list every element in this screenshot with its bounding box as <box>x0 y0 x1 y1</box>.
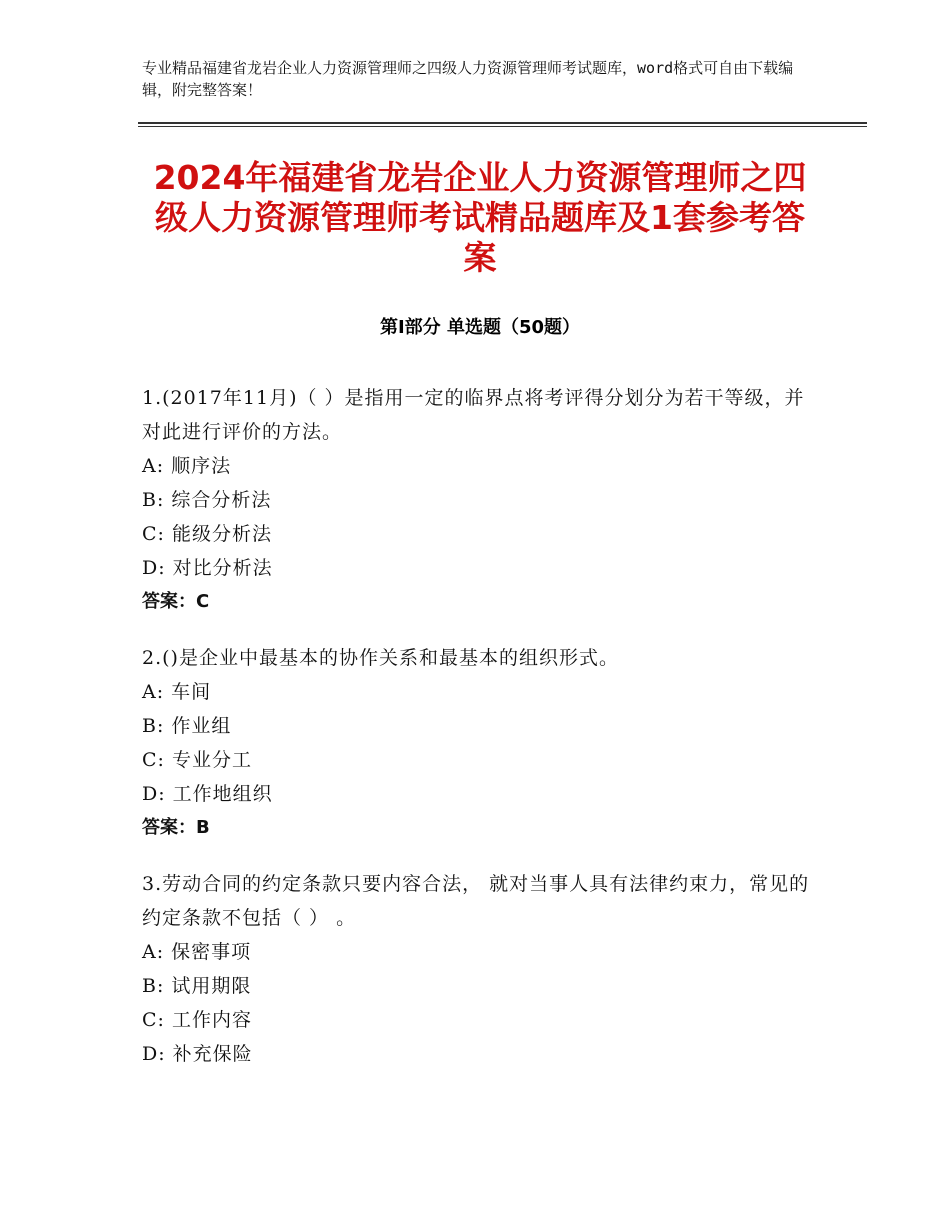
option-c: C: 专业分工 <box>142 749 252 771</box>
question-3 <box>142 867 822 1071</box>
answer-text: 答案：C <box>142 591 210 612</box>
question-stem: 2.()是企业中最基本的协作关系和最基本的组织形式。 <box>142 647 619 669</box>
question-stem: 1.(2017年11月)（ ）是指用一定的临界点将考评得分划分为若干等级，并对此进行评价的方法。 <box>142 387 805 443</box>
header-rule <box>138 122 867 124</box>
option-a: A: 顺序法 <box>142 455 232 477</box>
option-a: A: 车间 <box>142 681 212 703</box>
section-title: 第Ⅰ部分 单选题（50题） <box>379 317 580 338</box>
document-title: 2024年福建省龙岩企业人力资源管理师之四级人力资源管理师考试精品题库及1套参考答案 <box>153 158 807 277</box>
option-b: B: 综合分析法 <box>142 489 272 511</box>
option-c: C: 能级分析法 <box>142 523 272 545</box>
option-d: D: 工作地组织 <box>142 783 273 805</box>
question-1 <box>142 381 822 619</box>
question-stem: 3.劳动合同的约定条款只要内容合法， 就对当事人具有法律约束力，常见的约定条款不包括（ ） 。 <box>142 873 810 929</box>
question-2 <box>142 641 822 845</box>
answer-text: 答案：B <box>142 817 210 838</box>
option-d: D: 对比分析法 <box>142 557 273 579</box>
option-c: C: 工作内容 <box>142 1009 252 1031</box>
header-rule-thin <box>138 126 867 127</box>
option-b: B: 试用期限 <box>142 975 252 997</box>
option-b: B: 作业组 <box>142 715 232 737</box>
option-a: A: 保密事项 <box>142 941 252 963</box>
option-d: D: 补充保险 <box>142 1043 253 1065</box>
header-note: 专业精品福建省龙岩企业人力资源管理师之四级人力资源管理师考试题库，word格式可自由下载编辑，附完整答案！ <box>142 59 794 99</box>
question-list <box>142 381 822 1093</box>
